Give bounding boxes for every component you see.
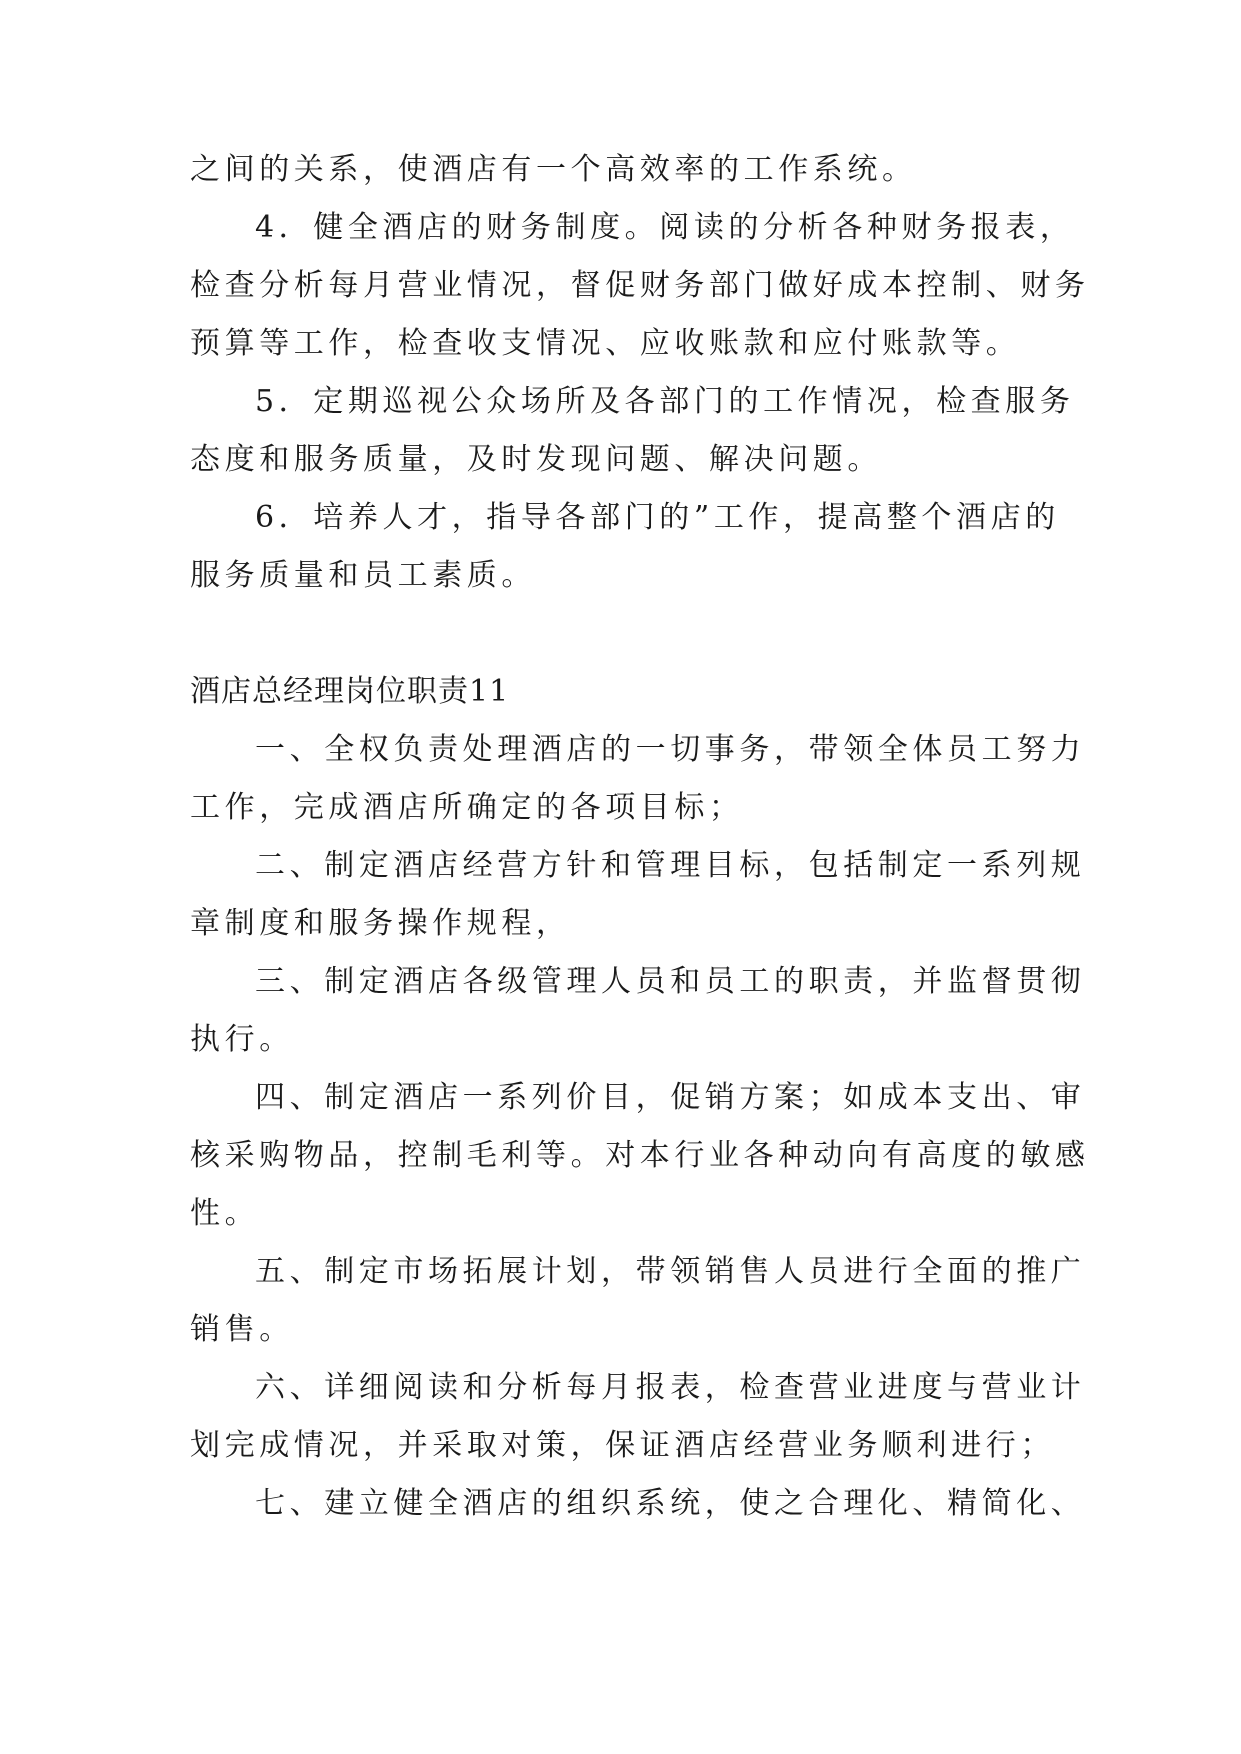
text-line: 预算等工作，检查收支情况、应收账款和应付账款等。	[190, 326, 1021, 361]
text-line: 检查分析每月营业情况，督促财务部门做好成本控制、财务	[190, 268, 1090, 303]
text-line: 二、制定酒店经营方针和管理目标，包括制定一系列规	[255, 848, 1086, 883]
text-line: 划完成情况，并采取对策，保证酒店经营业务顺利进行；	[190, 1428, 1055, 1463]
text-line: 三、制定酒店各级管理人员和员工的职责，并监督贯彻	[255, 964, 1086, 999]
text-line: 工作，完成酒店所确定的各项目标；	[190, 790, 744, 825]
text-line: 服务质量和员工素质。	[190, 558, 536, 593]
text-line: 之间的关系，使酒店有一个高效率的工作系统。	[190, 152, 917, 187]
text-line: 执行。	[190, 1022, 294, 1057]
text-line: 态度和服务质量，及时发现问题、解决问题。	[190, 442, 882, 477]
text-line: 七、建立健全酒店的组织系统，使之合理化、精简化、	[255, 1486, 1086, 1521]
text-line: 5．定期巡视公众场所及各部门的工作情况，检查服务	[255, 384, 1075, 419]
text-line: 核采购物品，控制毛利等。对本行业各种动向有高度的敏感	[190, 1138, 1090, 1173]
text-line: 四、制定酒店一系列价目，促销方案；如成本支出、审	[255, 1080, 1086, 1115]
section-heading: 酒店总经理岗位职责11	[190, 674, 510, 709]
text-line: 4．健全酒店的财务制度。阅读的分析各种财务报表，	[255, 210, 1075, 245]
text-line: 性。	[190, 1196, 260, 1231]
text-line: 销售。	[190, 1312, 294, 1347]
text-line: 一、全权负责处理酒店的一切事务，带领全体员工努力	[255, 732, 1086, 767]
text-line: 五、制定市场拓展计划，带领销售人员进行全面的推广	[255, 1254, 1086, 1289]
text-line: 六、详细阅读和分析每月报表，检查营业进度与营业计	[255, 1370, 1086, 1405]
text-line: 6．培养人才，指导各部门的”工作，提高整个酒店的	[255, 500, 1060, 535]
text-line: 章制度和服务操作规程，	[190, 906, 571, 941]
